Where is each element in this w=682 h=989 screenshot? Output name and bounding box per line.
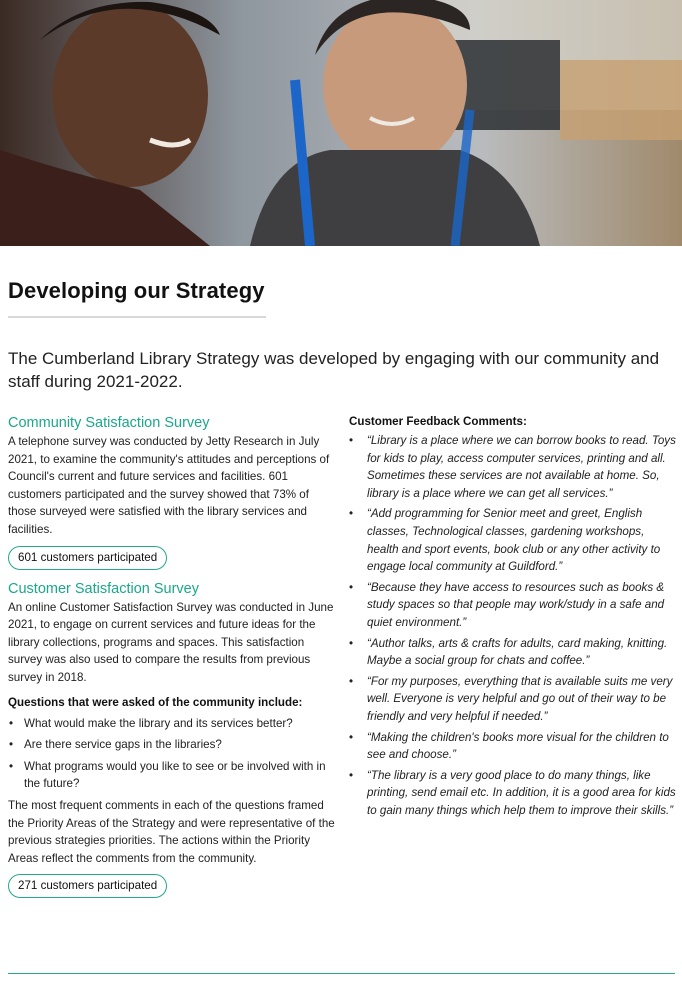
community-participants-badge: 601 customers participated bbox=[8, 546, 167, 570]
feedback-item bbox=[349, 729, 679, 764]
hero-photo bbox=[0, 0, 682, 246]
closing-paragraph: The most frequent comments in each of the questions framed the Priority Areas of the Strategy and were representative of the previous strategies priorities. The actions within the Priority Areas reflect the comments from the community. bbox=[8, 798, 335, 865]
customer-survey-heading: Customer Satisfaction Survey bbox=[8, 580, 199, 597]
question-item bbox=[8, 715, 336, 733]
community-survey-heading: Community Satisfaction Survey bbox=[8, 415, 210, 431]
bullet-icon: • bbox=[9, 716, 14, 730]
bullet-icon: • bbox=[349, 580, 354, 594]
left-column bbox=[8, 413, 336, 898]
question-item bbox=[8, 736, 336, 754]
feedback-item bbox=[349, 579, 679, 632]
feedback-text: “Author talks, arts & crafts for adults, card making, knitting. Maybe a social group for chats and coffee.” bbox=[367, 636, 668, 668]
questions-label: Questions that were asked of the community include: bbox=[8, 695, 303, 709]
title-divider bbox=[8, 316, 266, 318]
right-column bbox=[349, 413, 679, 822]
bullet-icon: • bbox=[349, 507, 354, 521]
hero-illustration bbox=[0, 0, 682, 246]
feedback-text: “For my purposes, everything that is available suits me very well. Everyone is very helpful and go out of their way to be friendly and very helpful if needed.” bbox=[367, 674, 673, 723]
question-item bbox=[8, 758, 336, 793]
feedback-item bbox=[349, 432, 679, 502]
bullet-icon: • bbox=[349, 730, 354, 744]
feedback-text: “Add programming for Senior meet and greet, English classes, Technological classes, gardening workshops, health and sport events, book club or any other activity to engage local community at Guildford.” bbox=[367, 507, 661, 574]
bullet-icon: • bbox=[349, 768, 354, 782]
bullet-icon: • bbox=[9, 738, 14, 752]
bullet-icon: • bbox=[9, 759, 14, 773]
page-title: Developing our Strategy bbox=[8, 278, 265, 303]
customer-participants-badge: 271 customers participated bbox=[8, 874, 167, 898]
intro-paragraph: The Cumberland Library Strategy was developed by engaging with our community and staff during 2021-2022. bbox=[8, 349, 660, 391]
feedback-text: “Making the children's books more visual for the children to see and choose.” bbox=[367, 730, 669, 762]
feedback-text: “The library is a very good place to do many things, like printing, send email etc. In addition, it is a good area for kids to gain many things which help them to improve their skills.” bbox=[367, 768, 676, 817]
question-text: What would make the library and its services better? bbox=[24, 716, 293, 730]
feedback-item bbox=[349, 505, 679, 575]
bullet-icon: • bbox=[349, 434, 354, 447]
question-text: What programs would you like to see or be involved with in the future? bbox=[24, 759, 326, 791]
feedback-item bbox=[349, 635, 679, 670]
bullet-icon: • bbox=[349, 636, 354, 650]
questions-list bbox=[8, 715, 336, 793]
footer-divider bbox=[8, 973, 675, 974]
feedback-list bbox=[349, 432, 679, 819]
feedback-label: Customer Feedback Comments: bbox=[349, 415, 527, 428]
community-survey-body: A telephone survey was conducted by Jetty Research in July 2021, to examine the community's attitudes and perceptions of Council's current and future services and facilities. 601 customers participated and the survey showed that 73% of those surveyed were satisfied with the library services and facilities. bbox=[8, 435, 330, 536]
customer-survey-body: An online Customer Satisfaction Survey was conducted in June 2021, to engage on current services and future ideas for the library collections, programs and spaces. This satisfaction survey was also used to compare the results from previous survey in 2018. bbox=[8, 600, 334, 684]
feedback-item bbox=[349, 673, 679, 726]
question-text: Are there service gaps in the libraries? bbox=[24, 738, 222, 752]
bullet-icon: • bbox=[349, 674, 354, 688]
feedback-text: “Library is a place where we can borrow books to read. Toys for kids to play, access computer services, printing and all. Sometimes these services are not available at home. So, library is a place where we can get all services.” bbox=[367, 434, 676, 500]
feedback-item bbox=[349, 767, 679, 820]
feedback-text: “Because they have access to resources such as books & study spaces so that people may work/study in a safe and quiet environment.” bbox=[367, 580, 665, 629]
